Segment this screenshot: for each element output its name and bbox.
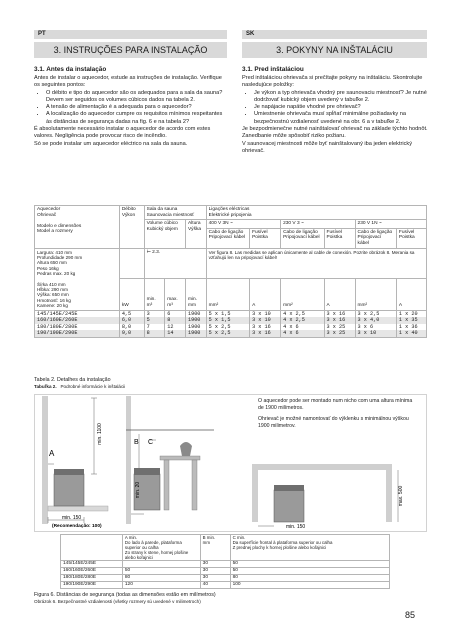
- cable-note: Ver figura 8. Las medidas se aplican únicamente al cable de conexión. Pozrite obrázok 8. Merania sa vzťahujú len na pripojovací kábel!: [206, 248, 426, 279]
- list-item: • A localização do aquecedor cumpre os requisitos mínimos respeitantes às distâncias de segurança dadas na fig. 6 e na tabela 2?: [46, 111, 227, 126]
- header-fuse: Fusível Poistka: [396, 228, 426, 248]
- dimension-min-20: min. 20: [135, 481, 141, 499]
- table-row: 145/145E/245E 30 50: [61, 561, 390, 568]
- recommendation: (Recomendação: 100): [52, 524, 102, 529]
- language-code: PT: [38, 31, 46, 37]
- header-fuse: Fusível Poistka: [324, 228, 355, 248]
- unit-cell: A: [396, 279, 426, 310]
- dimension-min-150: min. 150: [62, 515, 82, 521]
- table-row: 160/160E/260E 50 30 50: [61, 568, 390, 575]
- dimension-max-500: max. 500: [398, 485, 404, 507]
- header-heater-models: [35, 206, 120, 249]
- intro-text: Antes de instalar o aquecedor, estude as instruções de instalação. Verifique os seguintes pontos:: [34, 75, 222, 89]
- closing-text: V saunovacej miestnosti môže byť nainštalovaný iba jeden elektrický ohrievač.: [242, 140, 412, 154]
- language-code: SK: [246, 31, 255, 37]
- dimension-min-1100: min. 1100: [97, 423, 103, 445]
- label-c: C: [148, 439, 154, 446]
- dimension-line: Výška: 650 mm: [37, 292, 69, 298]
- unit-cell: max. m³: [165, 279, 186, 310]
- subsection-title: 3.1. Antes da instalação: [34, 66, 107, 73]
- label-b: B: [134, 439, 139, 446]
- unit-cell: kW: [119, 279, 144, 310]
- installation-table: [34, 205, 427, 338]
- niche-installation-view: [252, 464, 398, 526]
- unit-cell: mm²: [206, 279, 249, 310]
- dimension-line: Kamene: 20 kg: [37, 303, 68, 309]
- language-tab-sk: [242, 30, 427, 39]
- heater-front-view: [126, 396, 214, 524]
- table-caption: [34, 377, 334, 390]
- unit-cell: A: [324, 279, 355, 310]
- checklist: [34, 90, 227, 126]
- caption-pt: Tabela 2. Detalhes da instalação: [34, 377, 111, 383]
- note-sk: Ohrievač je možné namontovať do výklenku s minimálnou výškou 1900 milimetrov.: [258, 416, 409, 429]
- list-item: • O débito e tipo do aquecedor são os adequados para a sala da sauna? Devem ser seguidos os volumes cúbicos dados na tabela 2.: [46, 90, 227, 105]
- unit-cell: min. mm: [185, 279, 206, 310]
- dimension-line: Largura: 410 mm: [37, 249, 72, 255]
- caption-sk-text: Podrobné informácie k inštalácii: [60, 383, 126, 389]
- list-item: • A tensão de alimentação é a adequada para o aquecedor?: [46, 104, 227, 111]
- closing-text: Só se pode instalar um aquecedor eléctrico na sala da sauna.: [34, 140, 188, 147]
- caption-pt: Figura 6. Distâncias de segurança (todas as dimensões estão em milímetros): [34, 592, 216, 598]
- dimension-line: Peso 16kg: [37, 265, 59, 271]
- header-height: Altura Výška: [185, 220, 206, 248]
- caption-sk-label: Tabuľka 2.: [34, 383, 57, 389]
- table-row: 180/180E/280E 8,0 7 12 1900 5 x 2,5 3 x 16 4 x 6 3 x 25 3 x 6 1 x 36: [35, 324, 427, 331]
- dimension-line: Hĺbka: 290 mm: [37, 287, 68, 292]
- dimension-line: Pedras max. 20 kg: [37, 271, 76, 277]
- header-cable: Cabo de ligação Pripojovací kábel: [355, 228, 396, 248]
- list-item: • Je výkon a typ ohrievača vhodný pre saunovaciu miestnosť? Je nutné dodržovať kubický objem uvedený v tabuľke 2.: [254, 90, 429, 105]
- min-marker: ⊢ 2.3.: [144, 248, 206, 279]
- header-a: A min. Do lado à parede, plataforma superior ou calha Zo strany k stene, hornej plošine alebo koľajnici: [122, 535, 200, 561]
- dimension-line: Šírka 410 mm: [37, 281, 66, 287]
- section-title-sk: 3. POKYNY NA INŠTALÁCIU: [242, 42, 427, 58]
- unit-cell: A: [250, 279, 281, 310]
- header-fuse: Fusível Poistka: [250, 228, 281, 248]
- table-row: 145/145E/245E 4,5 3 6 1900 5 x 1,5 3 x 10 4 x 2,5 3 x 16 3 x 2,5 1 x 20: [35, 310, 427, 317]
- list-item: • Je napájacie napätie vhodné pre ohrievač?: [254, 104, 429, 111]
- header-volume: Volume cúbico Kubický objem: [144, 220, 185, 248]
- dimension-line: Altura 650 mm: [37, 260, 67, 266]
- list-item: • Umiestnenie ohrievača musí spĺňať minimálne požiadavky na bezpečnostnú vzdialenosť uvedené na obr. 6 a v tabuľke 2.: [254, 111, 429, 126]
- table-row: 180/180E/280E 80 30 80: [61, 575, 390, 582]
- distances-table: [60, 534, 390, 589]
- closing-text: Je bezpodmienečne nutné nainštalovať ohrievač na základe týchto hodnôt. Zanedbanie môže spôsobiť riziko požiaru.: [242, 126, 428, 140]
- table-row: 190/190E/290E 9,0 8 14 1900 5 x 2,5 3 x 16 4 x 6 3 x 25 3 x 10 1 x 40: [35, 330, 427, 337]
- unit-cell: min. m³: [144, 279, 165, 310]
- column-pt: [34, 66, 227, 148]
- header-cable: Cabo de ligação Pripojovací kábel: [281, 228, 324, 248]
- column-sk: [242, 66, 429, 155]
- figure-caption: [34, 592, 427, 605]
- page-number: 85: [405, 610, 416, 620]
- header-electrical-connections: Ligações eléctricas Elektrické pripojenia: [206, 206, 426, 220]
- intro-text: Pred inštaláciou ohrievača si prečítajte pokyny na inštaláciu. Skontrolujte nasledujúce položky:: [242, 75, 423, 89]
- header-230v-1n: 230 V 1N ~: [355, 220, 426, 229]
- dimensions-cell: [35, 248, 120, 310]
- header-b: B min. mm: [200, 535, 230, 561]
- heater-side-view: [42, 396, 108, 524]
- language-tab-pt: [34, 30, 227, 39]
- header-400v: 400 V 3N ~: [206, 220, 280, 229]
- header-c: C min. Da superfície frontal à plataforma superior ou calha Z prednej plochy k hornej plošine alebo koľajnici: [230, 535, 389, 561]
- label-a: A: [49, 449, 55, 458]
- caption-sk: Obrázok 6. Bezpečnostné vzdialenosti (všetky rozmery sú uvedené v milimetroch): [34, 598, 201, 604]
- header-cable: Cabo de ligação Pripojovací kábel: [206, 228, 249, 248]
- section-title-pt: 3. INSTRUÇÕES PARA INSTALAÇÃO: [34, 42, 227, 58]
- unit-cell: mm²: [281, 279, 324, 310]
- header-sauna-room: Sala da sauna Saunovacia miestnosť: [144, 206, 206, 220]
- table-row: 190/190E/290E 120 40 100: [61, 582, 390, 589]
- niche-note: [258, 398, 418, 429]
- dimension-min-150-niche: min. 150: [286, 524, 306, 530]
- models-label: Modelo e dimensões Model a rozmery: [37, 223, 82, 235]
- checklist: [242, 90, 429, 126]
- dimension-line: Hmotnosť: 16 kg: [37, 297, 71, 303]
- header-230v: 230 V 3 ~: [281, 220, 355, 229]
- closing-text: É absolutamente necessário instalar o aquecedor de acordo com estes valores. Negligência pode provocar risco de incêndio.: [34, 126, 211, 140]
- unit-cell: mm²: [355, 279, 396, 310]
- heater-label: Aquecedor Ohrievač: [37, 207, 61, 218]
- dimension-line: Profundidade 290 mm: [37, 254, 83, 260]
- subsection-title: 3.1. Pred inštaláciou: [242, 66, 304, 73]
- note-pt: O aquecedor pode ser montado num nicho com uma altura mínima de 1900 milímetros.: [258, 398, 413, 411]
- table-row: 160/160E/260E 6,0 5 8 1900 5 x 1,5 3 x 10 4 x 2,5 3 x 16 3 x 4,0 1 x 35: [35, 317, 427, 324]
- header-output: Débito Výkon: [119, 206, 144, 249]
